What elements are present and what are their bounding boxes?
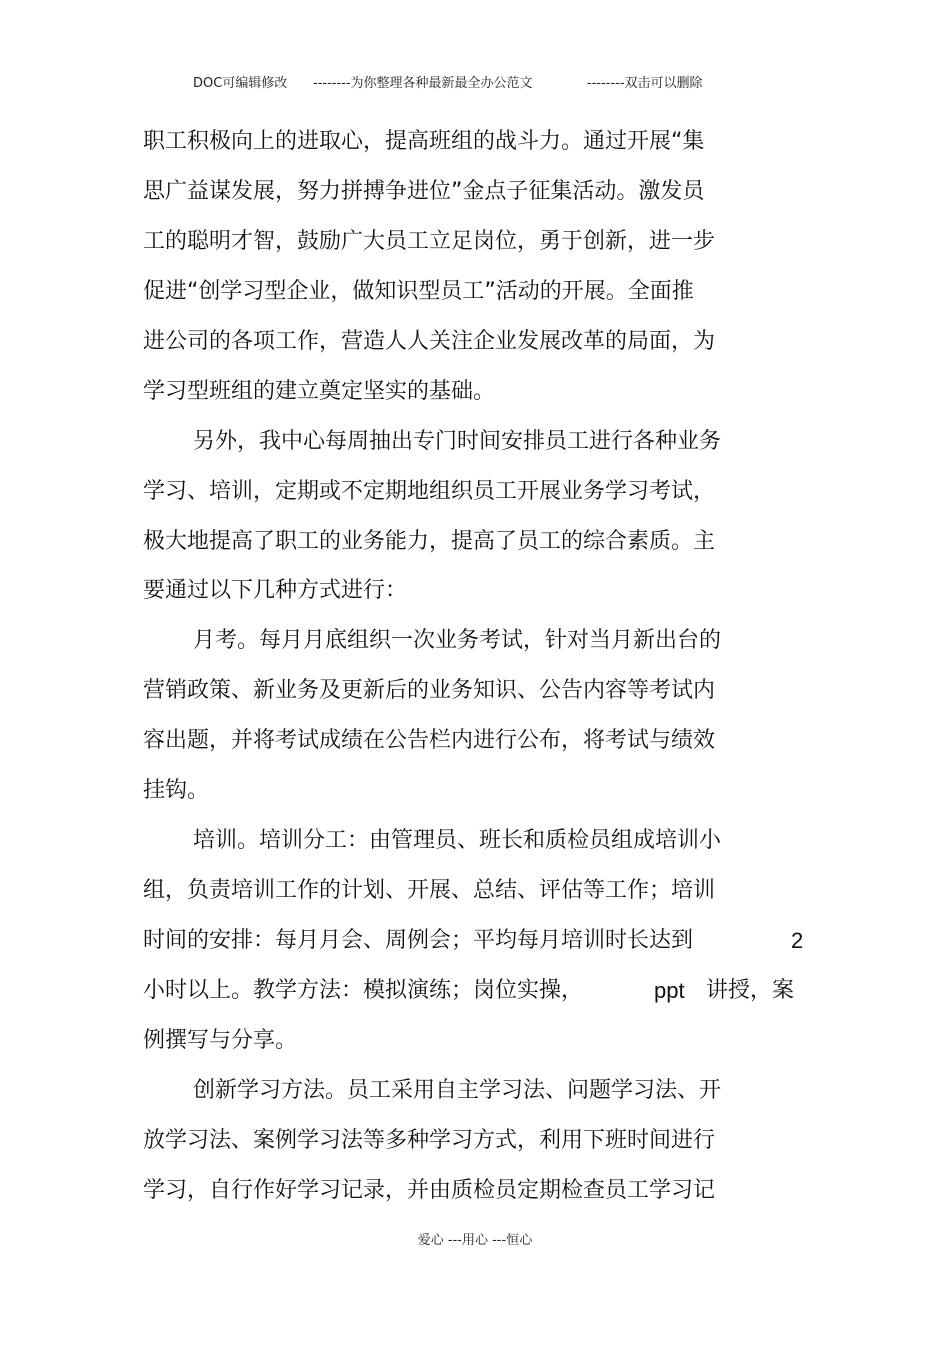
text-line: 挂钩。 <box>143 778 210 803</box>
text-line: 培训。培训分工：由管理员、班长和质检员组成培训小 <box>193 828 722 853</box>
text-line: 创新学习方法。员工采用自主学习法、问题学习法、开 <box>193 1078 722 1103</box>
header-right-text: --------双击可以删除 <box>587 76 703 91</box>
text-number: 2 <box>791 928 804 953</box>
text-line: 工的聪明才智，鼓励广大员工立足岗位，勇于创新，进一步 <box>143 229 716 254</box>
text-line: 时间的安排：每月月会、周例会；平均每月培训时长达到 <box>143 928 694 953</box>
text-line: 学习型班组的建立奠定坚实的基础。 <box>143 379 496 404</box>
header-doc-label: DOC可编辑修改 <box>193 76 288 91</box>
text-line: 促进“创学习型企业，做知识型员工”活动的开展。全面推 <box>143 279 694 304</box>
text-line: 小时以上。教学方法：模拟演练；岗位实操， <box>143 978 584 1003</box>
text-line: 例撰写与分享。 <box>143 1028 298 1053</box>
page-header <box>0 72 950 94</box>
text-line: 另外，我中心每周抽出专门时间安排员工进行各种业务 <box>193 429 722 454</box>
text-line: 要通过以下几种方式进行： <box>143 578 408 603</box>
page-footer: 爱心 ---用心 ---恒心 <box>417 1233 533 1248</box>
text-line: 放学习法、案例学习法等多种学习方式，利用下班时间进行 <box>143 1128 716 1153</box>
text-line: 职工积极向上的进取心，提高班组的战斗力。通过开展“集 <box>143 129 705 154</box>
text-line: 极大地提高了职工的业务能力，提高了员工的综合素质。主 <box>143 529 716 554</box>
text-line: 学习、培训，定期或不定期地组织员工开展业务学习考试， <box>143 479 716 504</box>
text-line: 月考。每月月底组织一次业务考试，针对当月新出台的 <box>193 628 722 653</box>
text-line: 讲授，案 <box>706 978 795 1003</box>
text-line: 学习，自行作好学习记录，并由质检员定期检查员工学习记 <box>143 1178 716 1203</box>
text-ppt: ppt <box>654 978 685 1003</box>
text-line: 思广益谋发展，努力拼搏争进位”金点子征集活动。激发员 <box>143 179 705 204</box>
text-line: 营销政策、新业务及更新后的业务知识、公告内容等考试内 <box>143 678 716 703</box>
header-middle-text: --------为你整理各种最新最全办公范文 <box>313 76 533 91</box>
text-line: 组，负责培训工作的计划、开展、总结、评估等工作；培训 <box>143 878 716 903</box>
text-line: 容出题，并将考试成绩在公告栏内进行公布，将考试与绩效 <box>143 728 716 753</box>
text-line: 进公司的各项工作，营造人人关注企业发展改革的局面，为 <box>143 329 716 354</box>
